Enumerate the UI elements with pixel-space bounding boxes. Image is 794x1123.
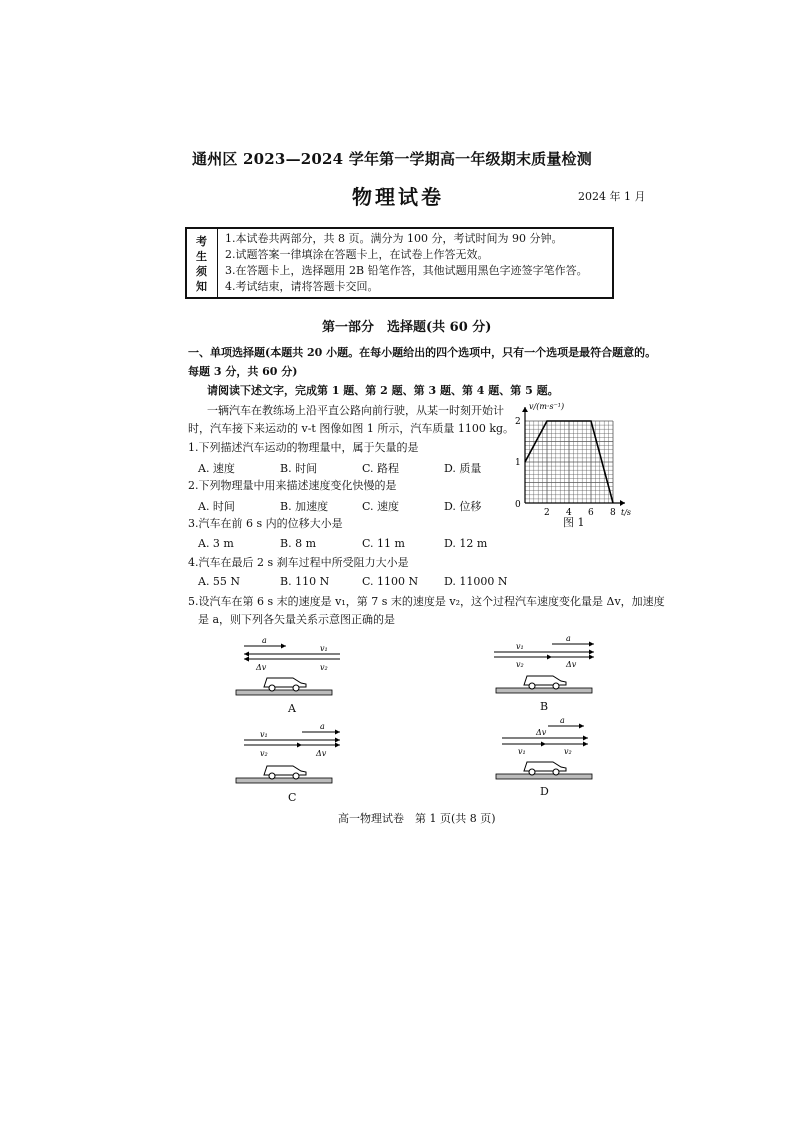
wheel-icon xyxy=(553,683,559,689)
exam-date: 2024 年 1 月 xyxy=(578,190,646,203)
option: B. 加速度 xyxy=(280,500,329,513)
label-dv: Δv xyxy=(256,663,267,672)
label-v2: v₂ xyxy=(516,660,524,669)
notice-item: 1.本试卷共两部分，共 8 页。满分为 100 分，考试时间为 90 分钟。 xyxy=(225,232,563,245)
notice-label-column xyxy=(187,229,218,297)
arrow-a-head xyxy=(579,724,584,729)
label-v1: v₁ xyxy=(516,642,524,651)
arrow-a-head xyxy=(589,642,594,647)
label-a: a xyxy=(560,716,565,725)
arrow-v2-head xyxy=(547,655,552,660)
arrow-a-head xyxy=(281,644,286,649)
option: C. 1100 N xyxy=(362,575,419,588)
option: A. 55 N xyxy=(198,575,241,588)
wheel-icon xyxy=(529,769,535,775)
road-strip xyxy=(236,690,332,695)
label-a: a xyxy=(320,722,325,731)
road-strip xyxy=(496,774,592,779)
question-stem: 4.汽车在最后 2 s 刹车过程中所受阻力大小是 xyxy=(188,556,409,569)
option: C. 速度 xyxy=(362,500,400,513)
arrow-dv-head xyxy=(244,657,249,662)
option: C. 11 m xyxy=(362,537,405,550)
arrow-v1-head xyxy=(589,650,594,655)
option: D. 位移 xyxy=(444,500,482,513)
label-v2: v₂ xyxy=(564,747,572,756)
label-dv: Δv xyxy=(566,660,577,669)
vector-diagram-a xyxy=(230,632,350,712)
notice-item: 4.考试结束，请将答题卡交回。 xyxy=(225,280,379,293)
question-stem: 1.下列描述汽车运动的物理量中，属于矢量的是 xyxy=(188,441,419,454)
instruction-line: 一、单项选择题(本题共 20 小题。在每小题给出的四个选项中，只有一个选项是最符合题意的。 xyxy=(188,346,657,359)
notice-label-char: 知 xyxy=(196,280,207,293)
y-axis-arrow xyxy=(522,407,528,412)
x-tick-label: 6 xyxy=(588,508,594,518)
diagram-label: B xyxy=(540,700,549,713)
subject-title: 物理试卷 xyxy=(352,185,444,209)
option: A. 时间 xyxy=(198,500,235,513)
option: A. 3 m xyxy=(198,537,234,550)
notice-label-char: 考 xyxy=(196,235,207,248)
label-v2: v₂ xyxy=(320,663,328,672)
label-dv: Δv xyxy=(536,728,547,737)
x-tick-label: 2 xyxy=(544,508,550,518)
label-v1: v₁ xyxy=(518,747,526,756)
notice-label-char: 须 xyxy=(196,265,207,278)
question-stem: 5.设汽车在第 6 s 末的速度是 v₁，第 7 s 末的速度是 v₂，这个过程汽车速度变化量是 Δv，加速度 xyxy=(188,595,665,608)
arrow-dv-head xyxy=(589,655,594,660)
question-stem: 2.下列物理量中用来描述速度变化快慢的是 xyxy=(188,479,397,492)
option: D. 质量 xyxy=(444,462,482,475)
option: B. 时间 xyxy=(280,462,318,475)
option: D. 12 m xyxy=(444,537,488,550)
wheel-icon xyxy=(293,685,299,691)
wheel-icon xyxy=(553,769,559,775)
arrow-dv-head xyxy=(583,736,588,741)
option: A. 速度 xyxy=(198,462,235,475)
chart-labels xyxy=(515,402,631,518)
figure-caption: 图 1 xyxy=(563,516,585,529)
diagram-label: A xyxy=(288,702,296,715)
arrow-dv-head xyxy=(335,743,340,748)
wheel-icon xyxy=(269,773,275,779)
label-a: a xyxy=(566,634,571,643)
arrow-v1-head xyxy=(244,652,249,657)
x-tick-label: 8 xyxy=(610,508,616,518)
road-strip xyxy=(236,778,332,783)
y-axis-label: v/(m·s⁻¹) xyxy=(529,402,565,411)
passage-line: 一辆汽车在教练场上沿平直公路向前行驶，从某一时刻开始计 xyxy=(207,404,504,417)
arrow-v2-head xyxy=(297,743,302,748)
road-strip xyxy=(496,688,592,693)
option: D. 11000 N xyxy=(444,575,508,588)
x-tick-label: 4 xyxy=(566,508,572,518)
option: B. 110 N xyxy=(280,575,330,588)
page-footer: 高一物理试卷 第 1 页(共 8 页) xyxy=(338,812,496,825)
x-axis-label: t/s xyxy=(621,508,632,517)
wheel-icon xyxy=(269,685,275,691)
y-tick-label: 2 xyxy=(515,417,521,427)
notice-label-char: 生 xyxy=(196,250,207,263)
label-v1: v₁ xyxy=(260,730,268,739)
notice-item: 2.试题答案一律填涂在答题卡上，在试卷上作答无效。 xyxy=(225,248,489,261)
diagram-label: D xyxy=(540,785,549,798)
arrow-v1-head xyxy=(335,738,340,743)
vt-chart xyxy=(505,400,635,530)
notice-item: 3.在答题卡上，选择题用 2B 铅笔作答，其他试题用黑色字迹签字笔作答。 xyxy=(225,264,588,277)
arrow-v1-head xyxy=(541,742,546,747)
option: C. 路程 xyxy=(362,462,400,475)
option: B. 8 m xyxy=(280,537,317,550)
part1-heading: 第一部分 选择题(共 60 分) xyxy=(322,320,492,335)
label-a: a xyxy=(262,636,267,645)
reading-prompt: 请阅读下述文字，完成第 1 题、第 2 题、第 3 题、第 4 题、第 5 题。 xyxy=(207,384,559,397)
label-dv: Δv xyxy=(316,749,327,758)
question-stem: 3.汽车在前 6 s 内的位移大小是 xyxy=(188,517,343,530)
wheel-icon xyxy=(529,683,535,689)
exam-title: 通州区 2023—2024 学年第一学期高一年级期末质量检测 xyxy=(192,150,592,168)
arrow-v2-head xyxy=(583,742,588,747)
wheel-icon xyxy=(293,773,299,779)
arrow-a-head xyxy=(335,730,340,735)
vector-diagram-c xyxy=(230,720,350,800)
notice-box xyxy=(185,227,614,299)
chart-grid xyxy=(525,421,613,503)
origin-label: 0 xyxy=(515,500,521,510)
vector-diagram-d xyxy=(488,716,608,796)
passage-line: 时，汽车接下来运动的 v-t 图像如图 1 所示，汽车质量 1100 kg。 xyxy=(188,422,515,435)
diagram-label: C xyxy=(288,791,297,804)
y-tick-label: 1 xyxy=(515,458,521,468)
x-axis-arrow xyxy=(620,500,625,506)
label-v1: v₁ xyxy=(320,644,328,653)
label-v2: v₂ xyxy=(260,749,268,758)
question-stem: 是 a，则下列各矢量关系示意图正确的是 xyxy=(198,613,396,626)
instruction-line: 每题 3 分，共 60 分) xyxy=(188,365,298,378)
